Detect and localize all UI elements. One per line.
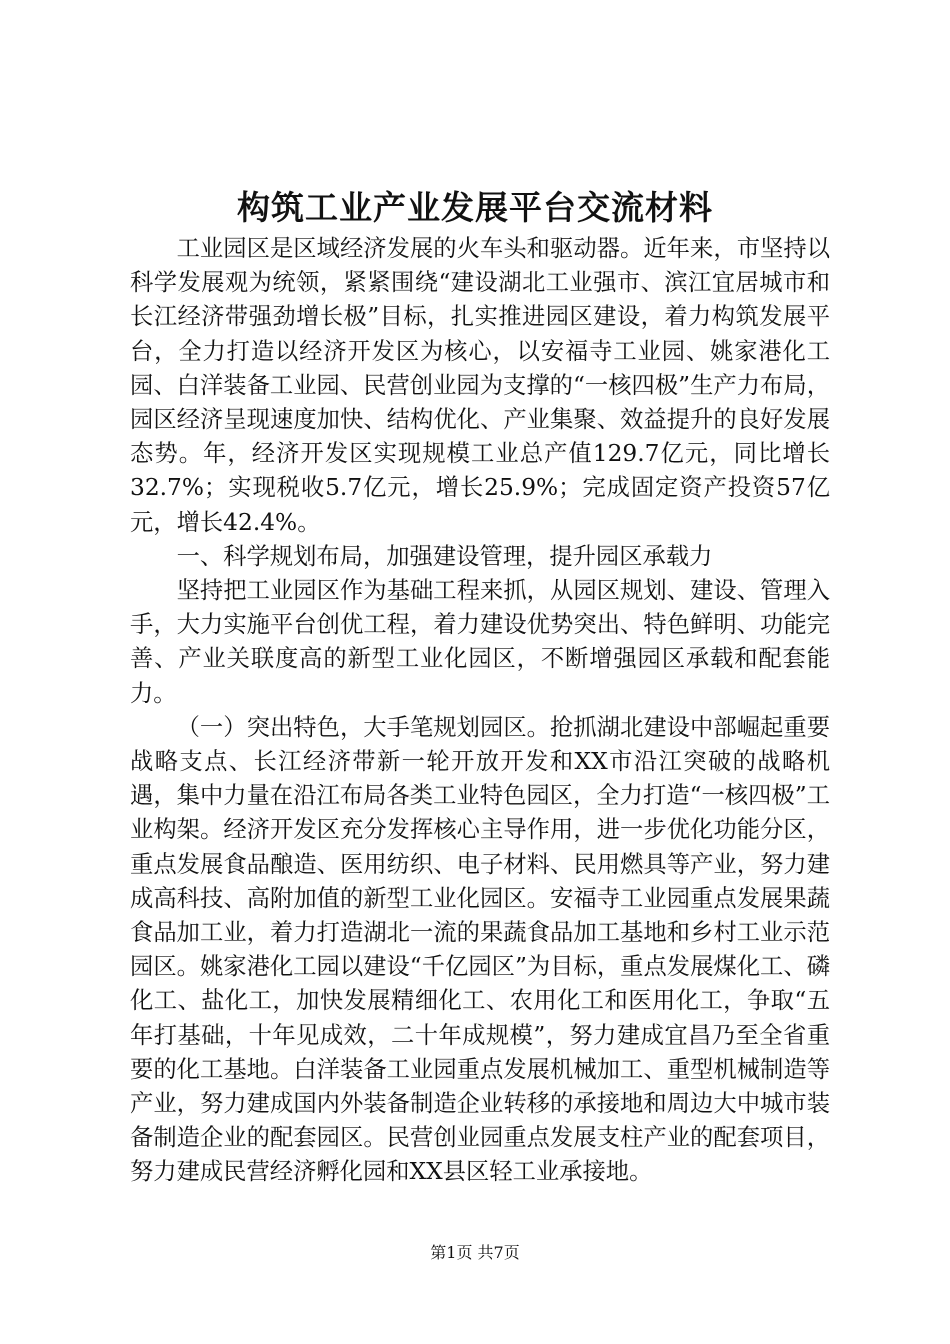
section-heading-1: 一、科学规划布局，加强建设管理，提升园区承载力 <box>176 542 713 570</box>
intro-paragraph: 工业园区是区域经济发展的火车头和驱动器。近年来，市坚持以科学发展观为统领，紧紧围绕“建设湖北工业强市、滨江宜居城市和长江经济带强劲增长极”目标，扎实推进园区建设，着力构筑发展平台，全力打造以经济开发区为核心，以安福寺工业园、姚家港化工园、白洋装备工业园、民营创业园为支撑的“一核四极”生产力布局，园区经济呈现速度加快、结构优化、产业集聚、效益提升的良好发展态势。年，经济开发区实现规模工业总产值129.7亿元，同比增长32.7%；实现税收5.7亿元，增长25.9%；完成固定资产投资57亿元，增长42.4%。 <box>130 235 830 536</box>
document-body <box>130 232 830 1190</box>
page-footer: 第1页 共7页 <box>430 1243 520 1262</box>
document-title: 构筑工业产业发展平台交流材料 <box>237 188 713 227</box>
section-1-paragraph: 坚持把工业园区作为基础工程来抓，从园区规划、建设、管理入手，大力实施平台创优工程，着力建设优势突出、特色鲜明、功能完善、产业关联度高的新型工业化园区，不断增强园区承载和配套能力。 <box>130 577 830 707</box>
subsection-1-paragraph: （一）突出特色，大手笔规划园区。抢抓湖北建设中部崛起重要战略支点、长江经济带新一轮开放开发和XX市沿江突破的战略机遇，集中力量在沿江布局各类工业特色园区，全力打造“一核四极”工业构架。经济开发区充分发挥核心主导作用，进一步优化功能分区，重点发展食品酿造、医用纺织、电子材料、民用燃具等产业，努力建成高科技、高附加值的新型工业化园区。安福寺工业园重点发展果蔬食品加工业，着力打造湖北一流的果蔬食品加工基地和乡村工业示范园区。姚家港化工园以建设“千亿园区”为目标，重点发展煤化工、磷化工、盐化工，加快发展精细化工、农用化工和医用化工，争取“五年打基础，十年见成效，二十年成规模”，努力建成宜昌乃至全省重要的化工基地。白洋装备工业园重点发展机械加工、重型机械制造等产业，努力建成国内外装备制造企业转移的承接地和周边大中城市装备制造企业的配套园区。民营创业园重点发展支柱产业的配套项目，努力建成民营经济孵化园和XX县区轻工业承接地。 <box>130 713 830 1186</box>
